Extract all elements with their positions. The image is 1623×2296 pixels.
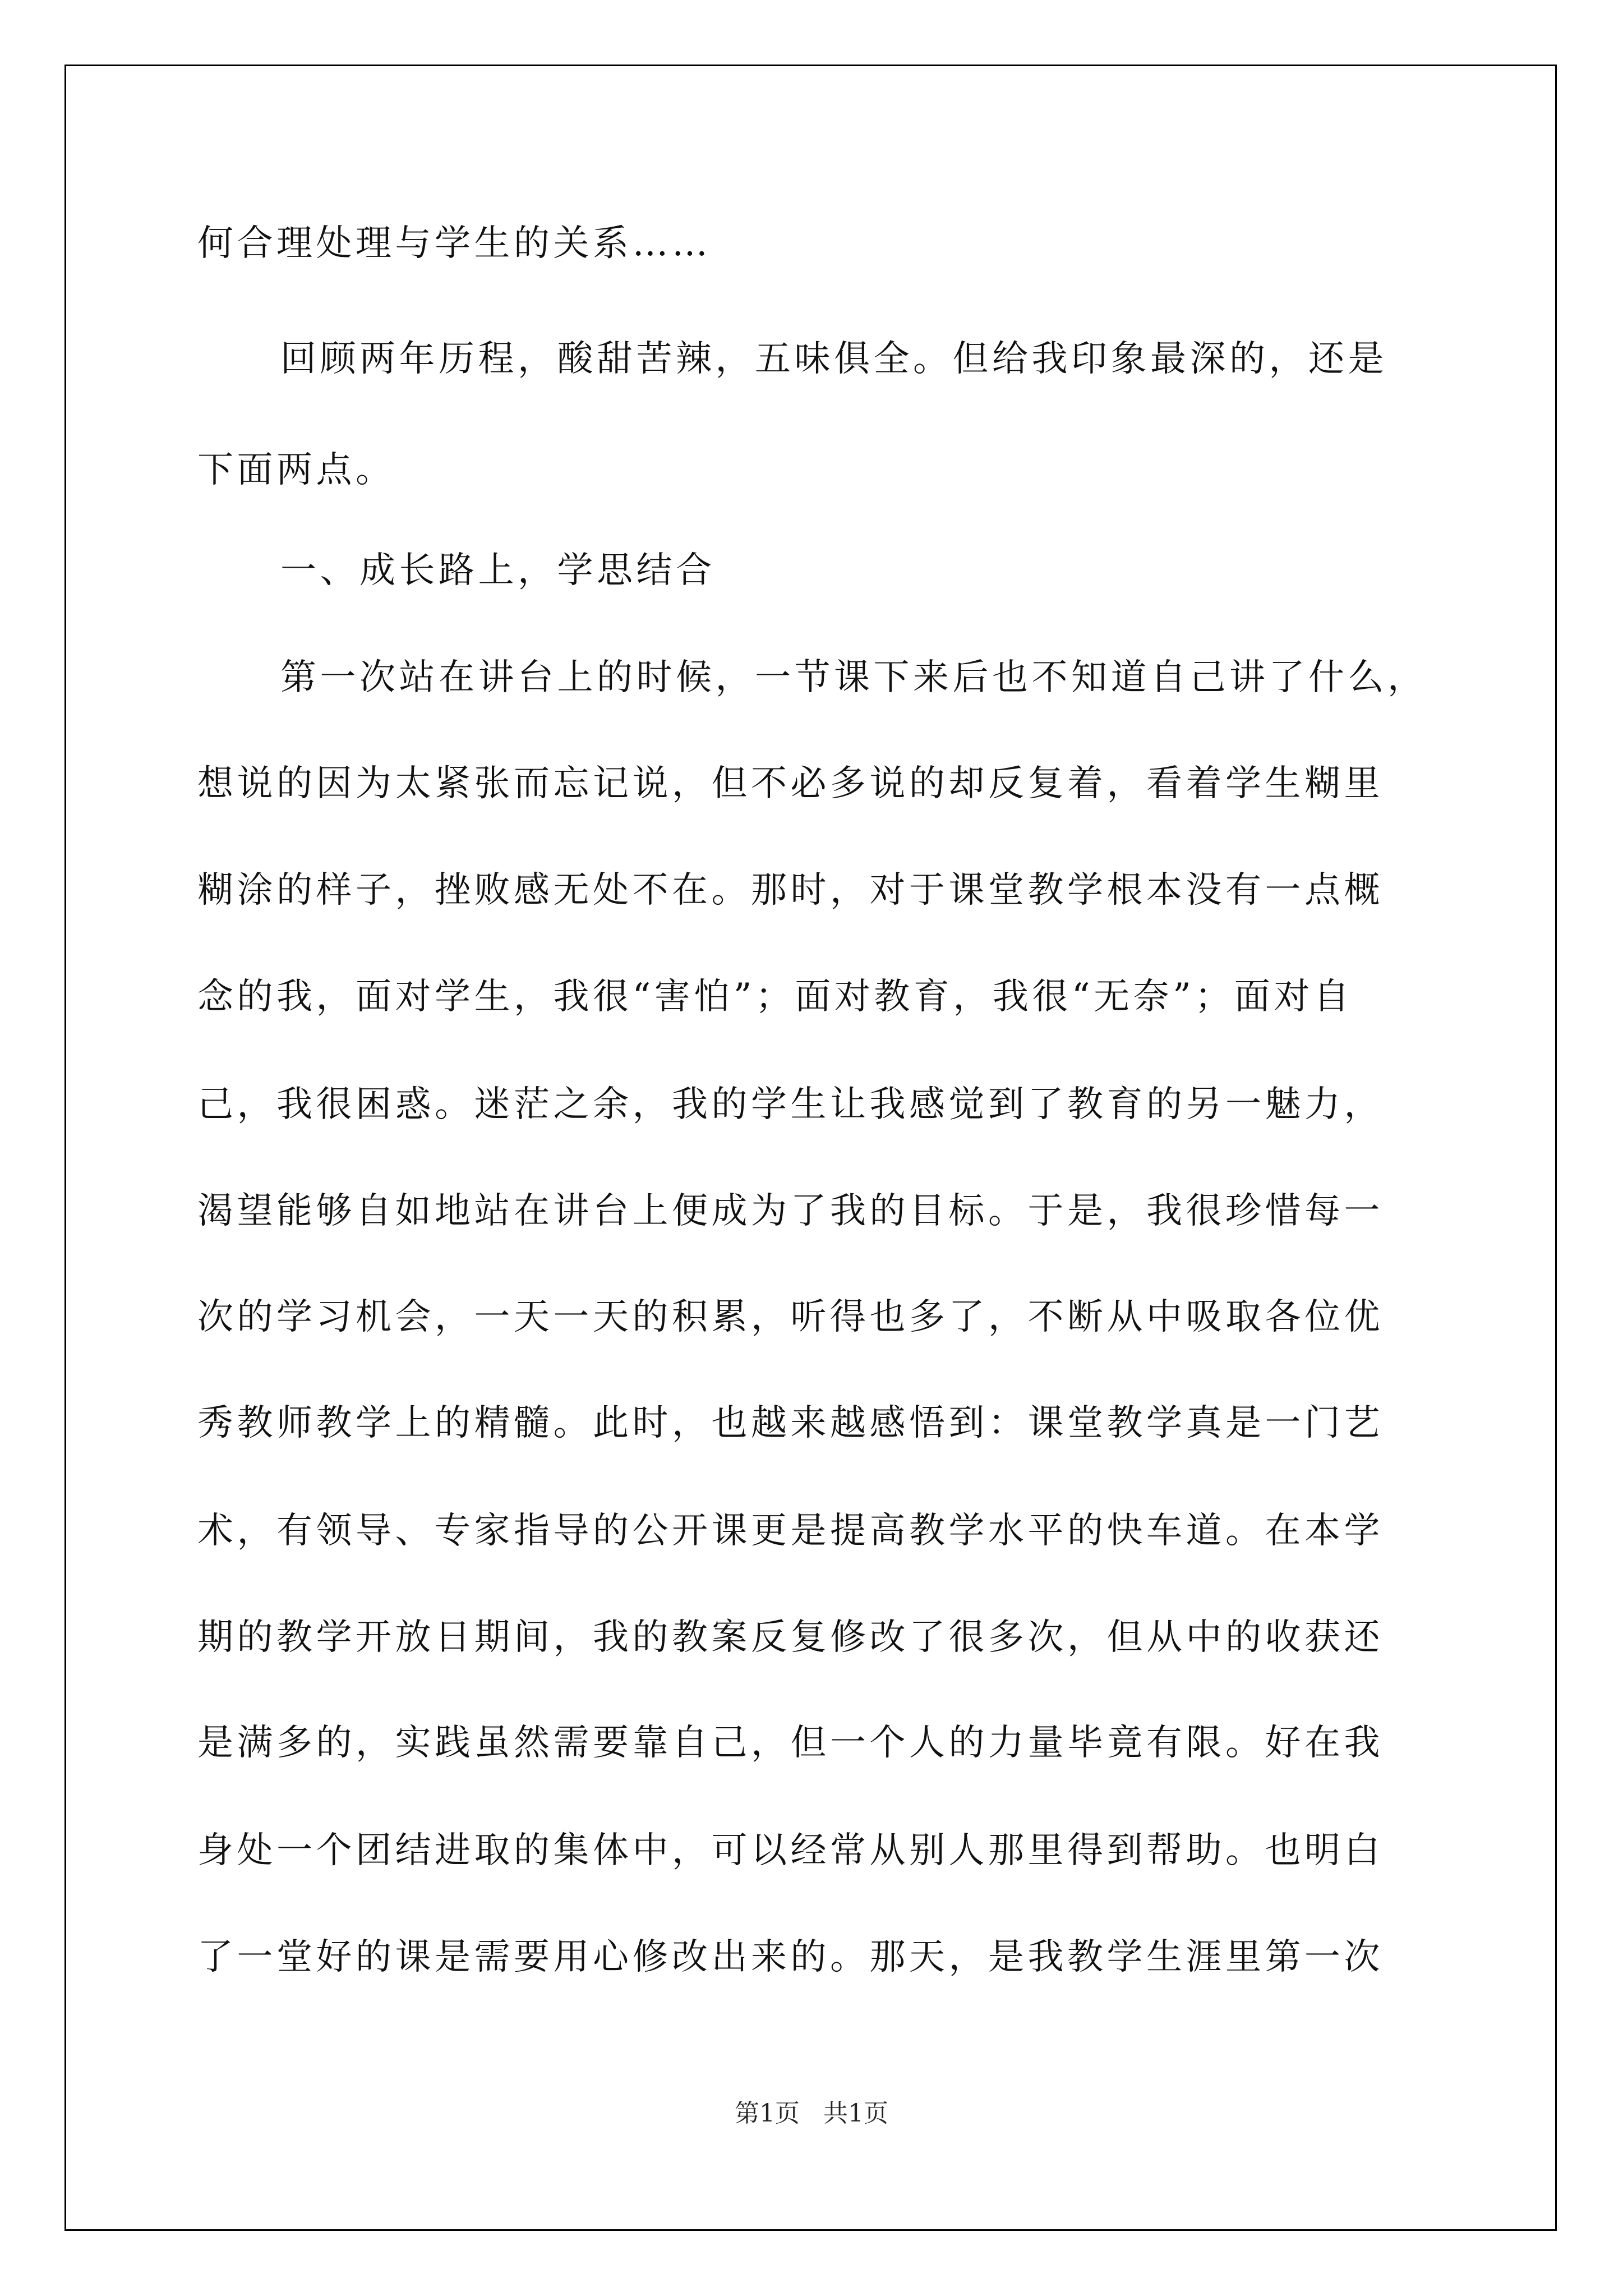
paragraph-line: 第一次站在讲台上的时候，一节课下来后也不知道自己讲了什么， [280,657,1427,698]
paragraph-line: 渴望能够自如地站在讲台上便成为了我的目标。于是，我很珍惜每一 [197,1190,1384,1232]
paragraph-line: 了一堂好的课是需要用心修改出来的。那天，是我教学生涯里第一次 [197,1936,1384,1978]
paragraph-line: 念的我，面对学生，我很“害怕”；面对教育，我很“无奈”；面对自 [197,976,1353,1018]
paragraph-line: 糊涂的样子，挫败感无处不在。那时，对于课堂教学根本没有一点概 [197,869,1384,911]
paragraph-line: 是满多的，实践虽然需要靠自己，但一个人的力量毕竟有限。好在我 [197,1722,1384,1764]
paragraph-line: 何合理处理与学生的关系…… [197,223,712,264]
paragraph-line: 回顾两年历程，酸甜苦辣，五味俱全。但给我印象最深的，还是 [280,338,1387,380]
paragraph-line: 期的教学开放日期间，我的教案反复修改了很多次，但从中的收获还 [197,1617,1384,1658]
paragraph-line: 想说的因为太紧张而忘记说，但不必多说的却反复着，看着学生糊里 [197,763,1384,804]
page-number-footer: 第1页 共1页 [735,2099,888,2128]
paragraph-line: 下面两点。 [197,449,395,491]
section-heading: 一、成长路上，学思结合 [280,550,716,591]
page-border [64,65,1557,2231]
paragraph-line: 术，有领导、专家指导的公开课更是提高教学水平的快车道。在本学 [197,1510,1384,1552]
paragraph-line: 己，我很困惑。迷茫之余，我的学生让我感觉到了教育的另一魅力， [197,1084,1384,1125]
paragraph-line: 次的学习机会，一天一天的积累，听得也多了，不断从中吸取各位优 [197,1296,1384,1338]
paragraph-line: 身处一个团结进取的集体中，可以经常从别人那里得到帮助。也明白 [197,1830,1384,1871]
paragraph-line: 秀教师教学上的精髓。此时，也越来越感悟到：课堂教学真是一门艺 [197,1402,1384,1444]
